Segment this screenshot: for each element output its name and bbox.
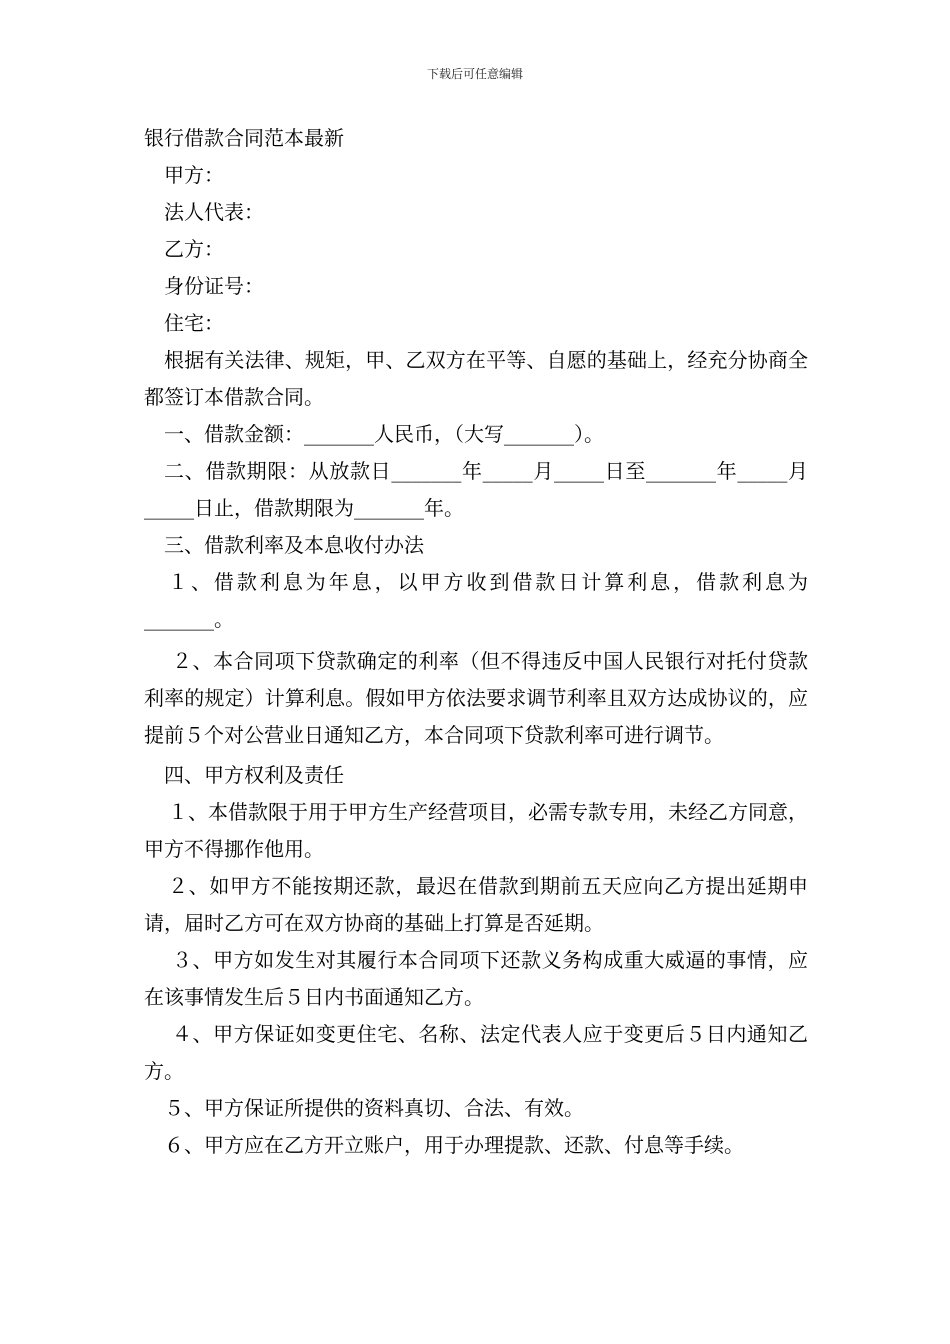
clause-loan-term: 二、借款期限：从放款日_______年_____月_____日至_______年_____月_____日止，借款期限为_______年。 bbox=[144, 459, 808, 520]
clause-interest-heading: 三、借款利率及本息收付办法 bbox=[164, 533, 424, 557]
field-legal-representative: 法人代表： bbox=[164, 200, 264, 224]
document-body bbox=[144, 120, 808, 1164]
document-title: 银行借款合同范本最新 bbox=[144, 126, 344, 150]
clause-rights-item-6: ６、甲方应在乙方开立账户，用于办理提款、还款、付息等手续。 bbox=[164, 1133, 744, 1157]
clause-interest-item-1: １、借款利息为年息，以甲方收到借款日计算利息，借款利息为_______。 bbox=[144, 570, 808, 631]
clause-rights-item-2: ２、如甲方不能按期还款，最迟在借款到期前五天应向乙方提出延期申请，届时乙方可在双方协商的基础上打算是否延期。 bbox=[144, 874, 808, 935]
clause-rights-item-3: ３、甲方如发生对其履行本合同项下还款义务构成重大威逼的事情，应在该事情发生后５日内书面通知乙方。 bbox=[144, 948, 808, 1009]
clause-rights-heading: 四、甲方权利及责任 bbox=[164, 763, 344, 787]
field-party-a: 甲方： bbox=[164, 163, 224, 187]
field-party-b: 乙方： bbox=[164, 237, 224, 261]
clause-rights-item-4: ４、甲方保证如变更住宅、名称、法定代表人应于变更后５日内通知乙方。 bbox=[144, 1022, 808, 1083]
clause-interest-item-2: ２、本合同项下贷款确定的利率（但不得违反中国人民银行对托付贷款利率的规定）计算利息。假如甲方依法要求调节利率且双方达成协议的，应提前５个对公营业日通知乙方，本合同项下贷款利率可进行调节。 bbox=[144, 649, 808, 747]
clause-rights-item-1: １、本借款限于用于甲方生产经营项目，必需专款专用，未经乙方同意，甲方不得挪作他用。 bbox=[144, 800, 808, 861]
clause-rights-item-5: ５、甲方保证所提供的资料真切、合法、有效。 bbox=[164, 1096, 584, 1120]
intro-paragraph: 根据有关法律、规矩，甲、乙双方在平等、自愿的基础上，经充分协商全都签订本借款合同。 bbox=[144, 348, 808, 409]
field-residence: 住宅： bbox=[164, 311, 224, 335]
page-header-note: 下载后可任意编辑 bbox=[426, 67, 523, 81]
clause-loan-amount: 一、借款金额：_______人民币，（大写_______）。 bbox=[164, 422, 604, 446]
field-id-number: 身份证号： bbox=[164, 274, 264, 298]
